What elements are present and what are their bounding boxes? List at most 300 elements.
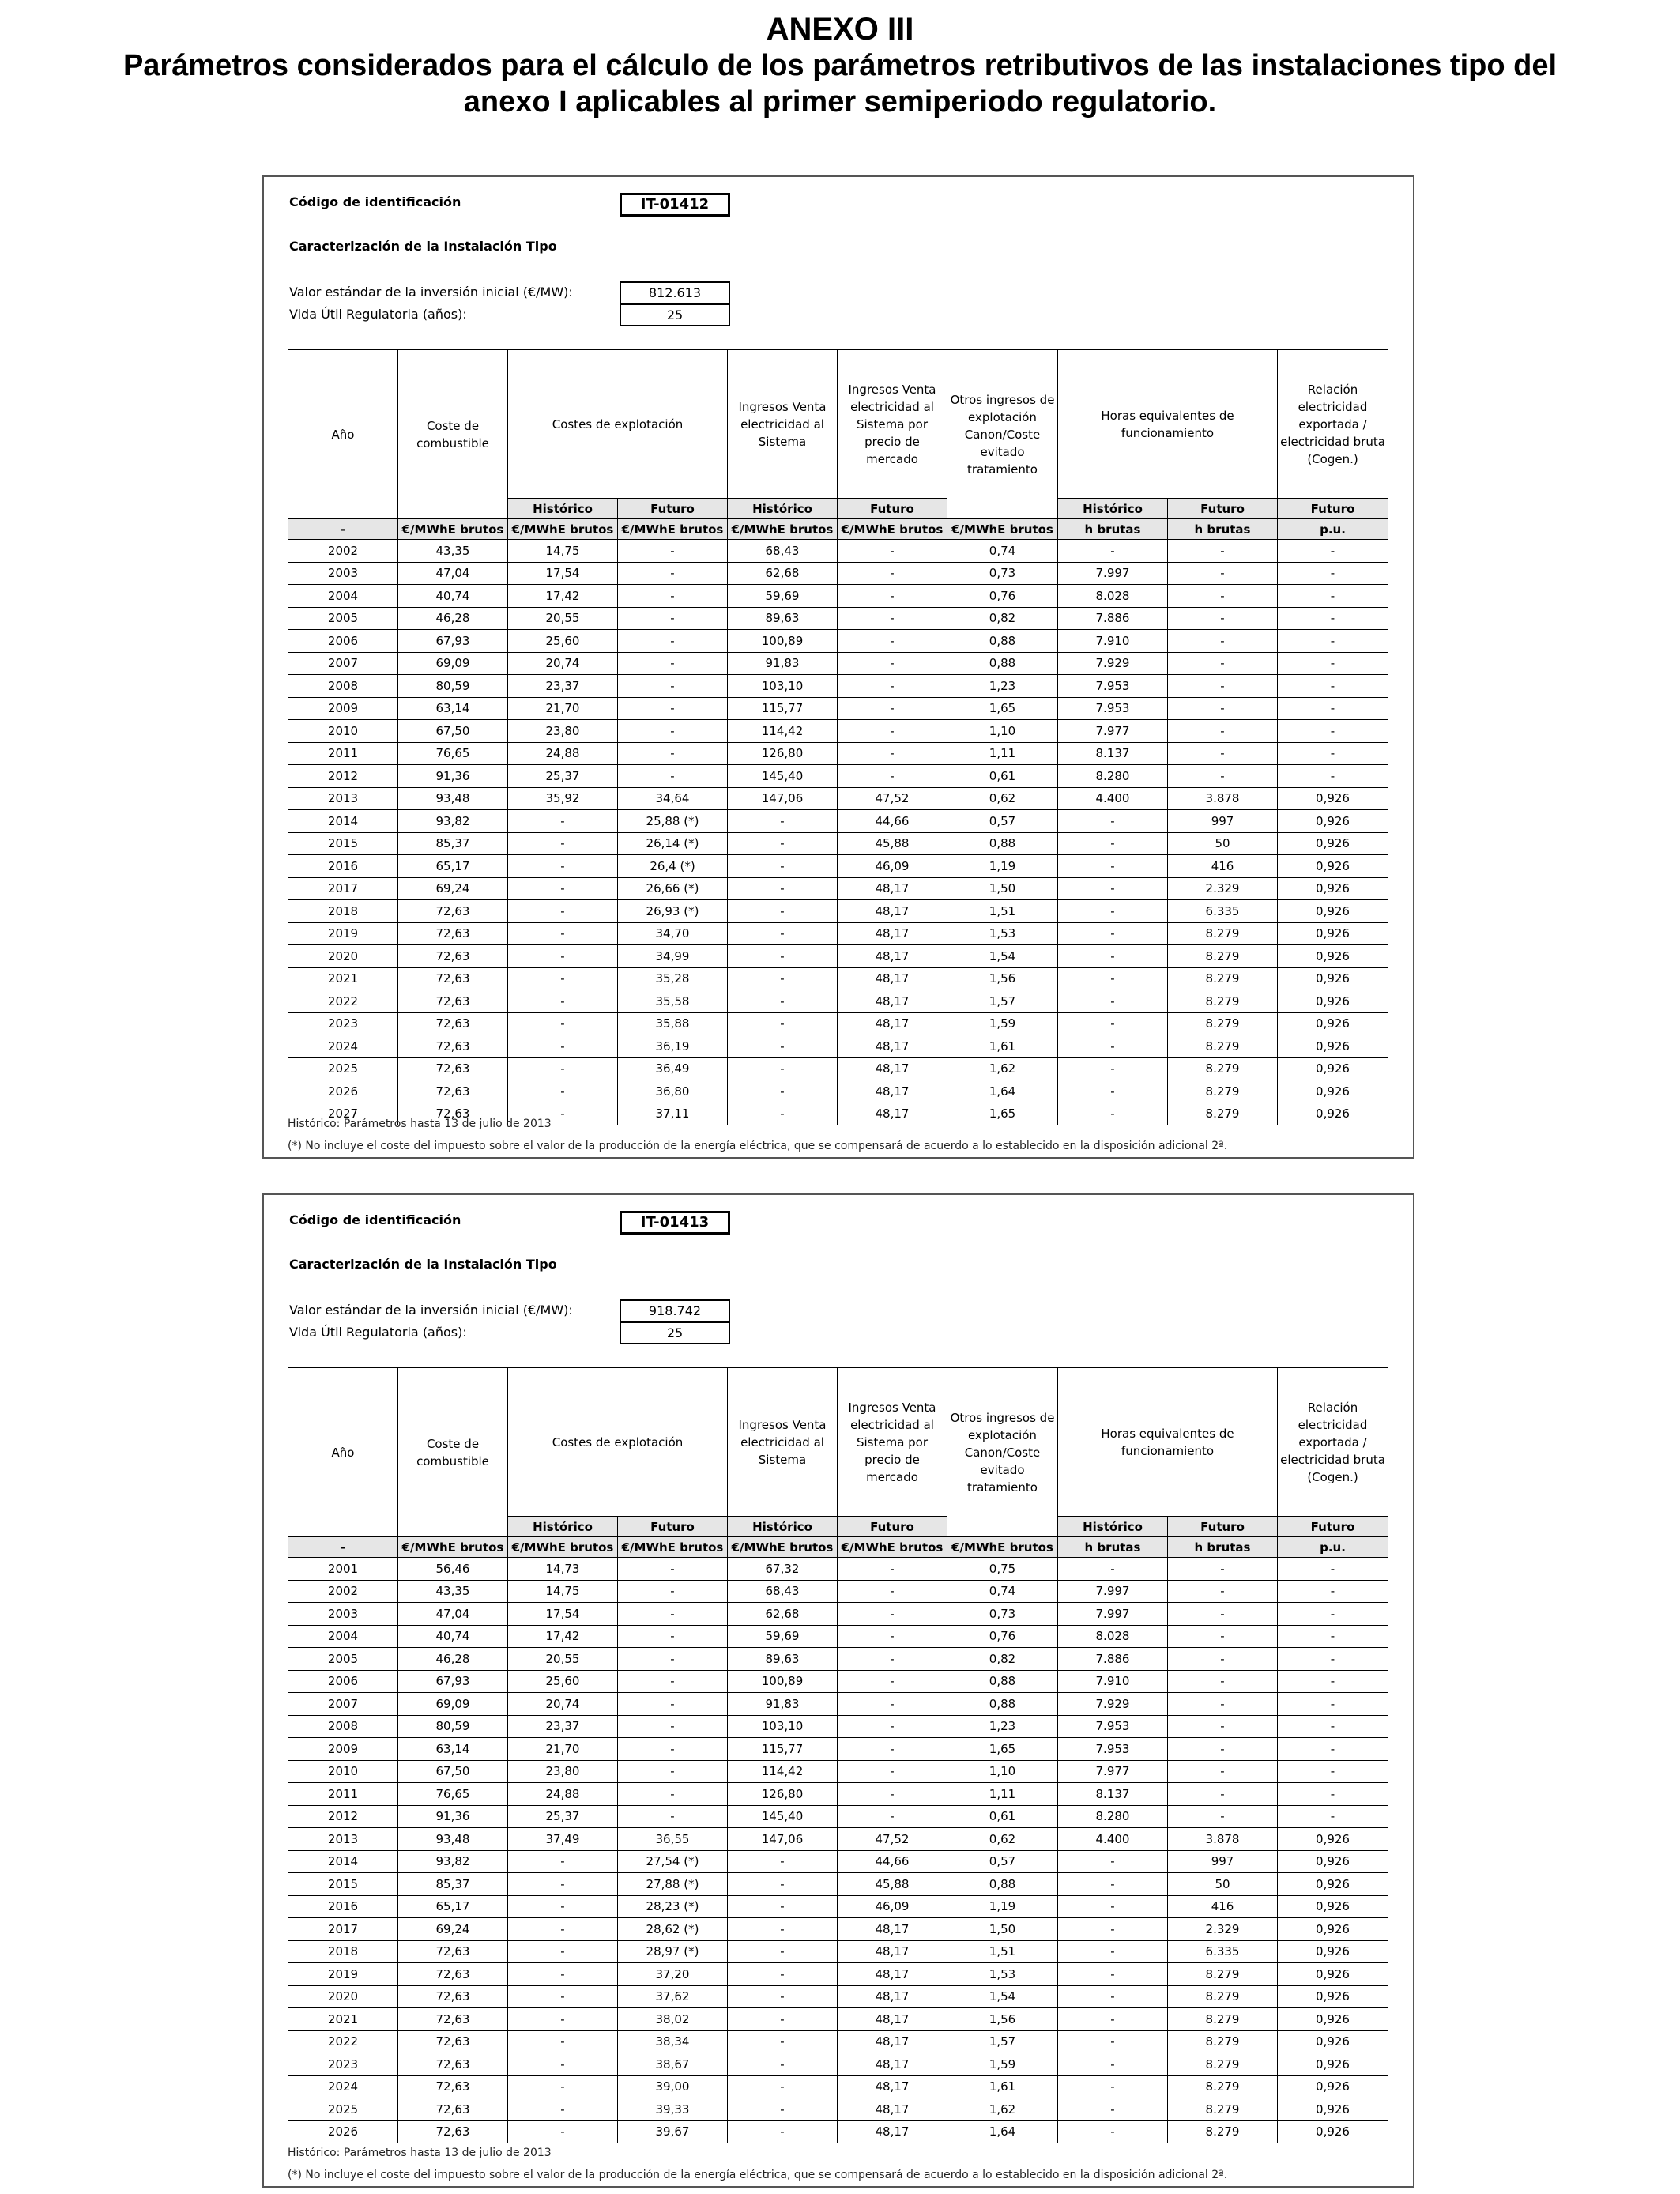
table-cell: -	[1058, 1985, 1168, 2008]
col-costes-expl-header: Costes de explotación	[508, 350, 728, 499]
document-heading	[0, 11, 1680, 120]
table-cell: 2025	[288, 1057, 398, 1080]
unit-cell: €/MWhE brutos	[398, 1537, 508, 1558]
unit-cell: €/MWhE brutos	[398, 519, 508, 540]
table-cell: 0,926	[1278, 1850, 1388, 1873]
table-row	[288, 742, 1388, 765]
unit-cell: -	[288, 519, 398, 540]
table-cell: -	[728, 900, 838, 923]
table-cell: -	[1168, 1783, 1278, 1806]
table-cell: 0,61	[947, 765, 1058, 788]
table-cell: -	[508, 855, 618, 878]
table-cell: 36,49	[618, 1057, 728, 1080]
table-cell: 93,82	[398, 1850, 508, 1873]
note-historico: Histórico: Parámetros hasta 13 de julio de 2013	[288, 2147, 552, 2159]
unit-cell: -	[288, 1537, 398, 1558]
table-cell: 27,88 (*)	[618, 1873, 728, 1896]
table-cell: -	[508, 2120, 618, 2143]
table-cell: -	[1168, 742, 1278, 765]
col-costes-expl-header: Costes de explotación	[508, 1368, 728, 1517]
table-cell: 17,42	[508, 1625, 618, 1648]
table-cell: 2002	[288, 1580, 398, 1603]
table-cell: 8.137	[1058, 1783, 1168, 1806]
table-cell: 34,70	[618, 922, 728, 945]
table-cell: 2021	[288, 967, 398, 990]
table-row	[288, 2030, 1388, 2053]
installation-panel-2	[262, 1193, 1414, 2188]
table-cell: -	[1058, 2053, 1168, 2076]
table-cell: 2011	[288, 1783, 398, 1806]
table-cell: -	[1058, 922, 1168, 945]
unit-cell: p.u.	[1278, 1537, 1388, 1558]
table-cell: 0,926	[1278, 1080, 1388, 1103]
table-cell: 0,82	[947, 607, 1058, 630]
table-cell: -	[1058, 945, 1168, 968]
table-cell: 2009	[288, 1738, 398, 1761]
table-cell: -	[728, 2098, 838, 2121]
table-cell: -	[508, 1103, 618, 1125]
table-cell: 40,74	[398, 585, 508, 608]
table-cell: 0,926	[1278, 1985, 1388, 2008]
table-cell: 72,63	[398, 2030, 508, 2053]
table-cell: -	[1168, 540, 1278, 563]
table-cell: 2021	[288, 2008, 398, 2031]
table-cell: 100,89	[728, 630, 838, 653]
table-cell: 1,61	[947, 2075, 1058, 2098]
table-cell: -	[508, 1940, 618, 1963]
table-cell: 2026	[288, 2120, 398, 2143]
table-row	[288, 1963, 1388, 1986]
table-cell: 0,926	[1278, 922, 1388, 945]
table-cell: 35,28	[618, 967, 728, 990]
table-cell: 2017	[288, 1918, 398, 1941]
table-cell: 91,36	[398, 765, 508, 788]
table-cell: 69,09	[398, 1693, 508, 1716]
table-cell: -	[618, 630, 728, 653]
table-cell: 1,53	[947, 922, 1058, 945]
table-cell: 40,74	[398, 1625, 508, 1648]
table-cell: -	[1058, 855, 1168, 878]
table-cell: -	[618, 562, 728, 585]
table-cell: 48,17	[838, 2098, 947, 2121]
table-cell: 8.279	[1168, 1012, 1278, 1035]
table-cell: 72,63	[398, 1963, 508, 1986]
table-cell: -	[618, 1603, 728, 1626]
table-cell: 2008	[288, 675, 398, 698]
table-cell: 2009	[288, 697, 398, 720]
table-cell: -	[508, 1873, 618, 1896]
table-cell: 69,24	[398, 1918, 508, 1941]
table-cell: 28,23 (*)	[618, 1895, 728, 1918]
table-cell: -	[1058, 2030, 1168, 2053]
table-cell: 39,00	[618, 2075, 728, 2098]
table-cell: -	[1278, 1670, 1388, 1693]
table-cell: 0,926	[1278, 1940, 1388, 1963]
table-cell: 72,63	[398, 2008, 508, 2031]
table-cell: -	[1058, 2120, 1168, 2143]
installation-panel-1	[262, 175, 1414, 1159]
table-cell: 23,80	[508, 720, 618, 743]
table-cell: 2011	[288, 742, 398, 765]
table-cell: 0,57	[947, 810, 1058, 833]
table-cell: 72,63	[398, 2053, 508, 2076]
table-cell: 25,88 (*)	[618, 810, 728, 833]
table-cell: 67,32	[728, 1558, 838, 1581]
table-cell: 20,55	[508, 1648, 618, 1671]
table-cell: 1,62	[947, 1057, 1058, 1080]
table-cell: -	[1058, 2098, 1168, 2121]
table-cell: 45,88	[838, 832, 947, 855]
table-cell: 8.279	[1168, 967, 1278, 990]
inversion-label: Valor estándar de la inversión inicial (€/MW):	[289, 285, 573, 300]
table-row	[288, 1738, 1388, 1761]
table-cell: -	[838, 585, 947, 608]
table-cell: 34,64	[618, 787, 728, 810]
table-cell: 28,62 (*)	[618, 1918, 728, 1941]
table-cell: -	[1278, 1738, 1388, 1761]
table-cell: 37,62	[618, 1985, 728, 2008]
table-row	[288, 1828, 1388, 1851]
annex-subtitle: Parámetros considerados para el cálculo de los parámetros retributivos de las instalaciones tipo del anexo I aplicables al primer semiperiodo regulatorio.	[122, 49, 1558, 119]
table-cell: 65,17	[398, 855, 508, 878]
table-cell: 6.335	[1168, 1940, 1278, 1963]
table-cell: -	[508, 810, 618, 833]
table-cell: 0,74	[947, 540, 1058, 563]
annex-title: ANEXO III	[766, 12, 914, 47]
sub-futuro: Futuro	[838, 499, 947, 519]
table-cell: 72,63	[398, 2075, 508, 2098]
table-cell: 17,54	[508, 1603, 618, 1626]
unit-cell: €/MWhE brutos	[838, 1537, 947, 1558]
table-row	[288, 1035, 1388, 1058]
caracterizacion-label: Caracterización de la Instalación Tipo	[289, 239, 557, 254]
table-cell: -	[1278, 607, 1388, 630]
table-cell: -	[1278, 630, 1388, 653]
table-row	[288, 922, 1388, 945]
table-cell: 28,97 (*)	[618, 1940, 728, 1963]
vida-value: 25	[620, 303, 730, 326]
table-cell: -	[838, 675, 947, 698]
table-cell: 91,83	[728, 1693, 838, 1716]
table-row	[288, 1760, 1388, 1783]
table-cell: 0,926	[1278, 877, 1388, 900]
table-cell: 0,88	[947, 1693, 1058, 1716]
table-cell: -	[1058, 1012, 1168, 1035]
table-cell: -	[1278, 1625, 1388, 1648]
table-cell: -	[838, 1603, 947, 1626]
sub-futuro: Futuro	[1168, 1517, 1278, 1537]
table-cell: 8.279	[1168, 1103, 1278, 1125]
unit-cell: p.u.	[1278, 519, 1388, 540]
table-cell: 62,68	[728, 562, 838, 585]
table-cell: 2005	[288, 607, 398, 630]
sub-historico: Histórico	[1058, 499, 1168, 519]
table-cell: -	[1168, 697, 1278, 720]
table-cell: 67,50	[398, 720, 508, 743]
note-impuesto: (*) No incluye el coste del impuesto sobre el valor de la producción de la energía eléctrica, que se compensará de acuerdo a lo establecido en la disposición adicional 2ª.	[288, 2169, 1228, 2181]
table-cell: 24,88	[508, 1783, 618, 1806]
table-cell: -	[728, 2120, 838, 2143]
table-row	[288, 1918, 1388, 1941]
table-cell: 7.929	[1058, 652, 1168, 675]
table-cell: 0,57	[947, 1850, 1058, 1873]
table-cell: -	[508, 922, 618, 945]
table-cell: 1,54	[947, 1985, 1058, 2008]
table-cell: -	[838, 607, 947, 630]
table-cell: 0,926	[1278, 2008, 1388, 2031]
table-cell: 72,63	[398, 1035, 508, 1058]
table-cell: 39,33	[618, 2098, 728, 2121]
table-cell: 89,63	[728, 1648, 838, 1671]
table-cell: 115,77	[728, 1738, 838, 1761]
table-cell: 48,17	[838, 1057, 947, 1080]
table-cell: -	[618, 1738, 728, 1761]
table-cell: -	[1168, 630, 1278, 653]
table-cell: 8.279	[1168, 945, 1278, 968]
unit-cell: h brutas	[1168, 519, 1278, 540]
table-cell: 0,82	[947, 1648, 1058, 1671]
table-cell: 0,926	[1278, 810, 1388, 833]
table-body-2	[288, 1558, 1388, 2143]
table-cell: -	[1168, 585, 1278, 608]
table-cell: 0,926	[1278, 2098, 1388, 2121]
table-cell: -	[1058, 1103, 1168, 1125]
table-cell: -	[1278, 1693, 1388, 1716]
table-cell: 1,10	[947, 1760, 1058, 1783]
table-cell: -	[838, 1648, 947, 1671]
table-cell: -	[838, 765, 947, 788]
table-cell: 997	[1168, 810, 1278, 833]
table-row	[288, 2120, 1388, 2143]
table-cell: 50	[1168, 832, 1278, 855]
table-cell: 2017	[288, 877, 398, 900]
table-cell: 0,88	[947, 1873, 1058, 1896]
table-cell: 8.279	[1168, 2098, 1278, 2121]
table-cell: -	[838, 630, 947, 653]
table-cell: 48,17	[838, 1035, 947, 1058]
table-cell: 23,80	[508, 1760, 618, 1783]
table-cell: -	[1278, 1603, 1388, 1626]
table-cell: 27,54 (*)	[618, 1850, 728, 1873]
table-cell: -	[1168, 652, 1278, 675]
table-cell: 0,88	[947, 1670, 1058, 1693]
unit-cell: €/MWhE brutos	[618, 519, 728, 540]
table-row	[288, 832, 1388, 855]
sub-futuro: Futuro	[1168, 499, 1278, 519]
table-cell: 26,66 (*)	[618, 877, 728, 900]
table-cell: -	[618, 1715, 728, 1738]
table-cell: 2018	[288, 1940, 398, 1963]
table-cell: 147,06	[728, 787, 838, 810]
table-cell: 25,60	[508, 630, 618, 653]
table-cell: 8.279	[1168, 2053, 1278, 2076]
table-cell: -	[618, 1625, 728, 1648]
table-cell: 44,66	[838, 1850, 947, 1873]
table-cell: 0,62	[947, 787, 1058, 810]
caracterizacion-label: Caracterización de la Instalación Tipo	[289, 1257, 557, 1272]
table-cell: 100,89	[728, 1670, 838, 1693]
table-row	[288, 765, 1388, 788]
table-cell: -	[508, 1080, 618, 1103]
table-cell: 62,68	[728, 1603, 838, 1626]
table-cell: -	[1168, 675, 1278, 698]
table-cell: 72,63	[398, 1080, 508, 1103]
table-cell: 1,11	[947, 1783, 1058, 1806]
table-cell: 7.953	[1058, 1715, 1168, 1738]
table-cell: -	[1278, 1715, 1388, 1738]
table-cell: -	[728, 2075, 838, 2098]
table-cell: 1,59	[947, 2053, 1058, 2076]
table-cell: 2.329	[1168, 877, 1278, 900]
table-row	[288, 1693, 1388, 1716]
table-cell: 2016	[288, 855, 398, 878]
table-cell: -	[618, 1783, 728, 1806]
table-cell: -	[728, 2053, 838, 2076]
table-cell: 2013	[288, 1828, 398, 1851]
table-cell: 72,63	[398, 922, 508, 945]
sub-historico: Histórico	[728, 1517, 838, 1537]
table-cell: 0,926	[1278, 1103, 1388, 1125]
table-cell: -	[508, 2053, 618, 2076]
table-cell: 145,40	[728, 765, 838, 788]
table-cell: 2005	[288, 1648, 398, 1671]
table-cell: -	[618, 1580, 728, 1603]
table-cell: 1,51	[947, 900, 1058, 923]
sub-historico: Histórico	[728, 499, 838, 519]
table-cell: 2025	[288, 2098, 398, 2121]
table-cell: -	[1058, 540, 1168, 563]
table-cell: 36,80	[618, 1080, 728, 1103]
table-row	[288, 1670, 1388, 1693]
unit-cell: €/MWhE brutos	[508, 1537, 618, 1558]
table-cell: 26,4 (*)	[618, 855, 728, 878]
table-cell: 76,65	[398, 742, 508, 765]
table-cell: -	[1058, 1080, 1168, 1103]
table-cell: 8.028	[1058, 585, 1168, 608]
table-cell: 48,17	[838, 2075, 947, 2098]
table-cell: 0,926	[1278, 1057, 1388, 1080]
table-cell: 8.279	[1168, 990, 1278, 1013]
table-cell: 0,926	[1278, 2030, 1388, 2053]
codigo-label: Código de identificación	[289, 194, 461, 209]
table-cell: 38,67	[618, 2053, 728, 2076]
table-cell: 26,14 (*)	[618, 832, 728, 855]
table-row	[288, 855, 1388, 878]
table-cell: 2003	[288, 1603, 398, 1626]
table-cell: -	[508, 2098, 618, 2121]
table-row	[288, 900, 1388, 923]
table-cell: 25,60	[508, 1670, 618, 1693]
table-cell: 43,35	[398, 1580, 508, 1603]
sub-futuro: Futuro	[838, 1517, 947, 1537]
table-cell: -	[728, 922, 838, 945]
table-cell: 25,37	[508, 765, 618, 788]
table-cell: 2006	[288, 630, 398, 653]
unit-cell: €/MWhE brutos	[947, 1537, 1058, 1558]
table-cell: -	[1168, 1580, 1278, 1603]
table-cell: 0,926	[1278, 967, 1388, 990]
sub-historico: Histórico	[508, 1517, 618, 1537]
table-cell: -	[1168, 1648, 1278, 1671]
table-cell: 59,69	[728, 1625, 838, 1648]
table-cell: -	[618, 585, 728, 608]
table-cell: 0,926	[1278, 2053, 1388, 2076]
table-cell: 2.329	[1168, 1918, 1278, 1941]
table-cell: -	[838, 1805, 947, 1828]
table-cell: -	[508, 2008, 618, 2031]
table-row	[288, 607, 1388, 630]
table-cell: 0,61	[947, 1805, 1058, 1828]
table-cell: -	[1168, 562, 1278, 585]
table-cell: 7.886	[1058, 607, 1168, 630]
unit-cell: €/MWhE brutos	[838, 519, 947, 540]
col-coste-header: Coste de combustible	[398, 1368, 508, 1537]
table-cell: -	[618, 652, 728, 675]
table-cell: -	[728, 1850, 838, 1873]
table-cell: 85,37	[398, 832, 508, 855]
table-cell: 17,42	[508, 585, 618, 608]
table-cell: -	[1058, 877, 1168, 900]
table-cell: 48,17	[838, 990, 947, 1013]
table-cell: 47,04	[398, 1603, 508, 1626]
col-ingresos-hist-header: Ingresos Venta electricidad al Sistema	[728, 350, 838, 499]
table-cell: 2015	[288, 832, 398, 855]
table-cell: 46,28	[398, 607, 508, 630]
table-cell: -	[838, 1580, 947, 1603]
table-cell: -	[728, 855, 838, 878]
table-cell: 38,34	[618, 2030, 728, 2053]
col-ingresos-hist-header: Ingresos Venta electricidad al Sistema	[728, 1368, 838, 1517]
table-cell: 35,88	[618, 1012, 728, 1035]
table-cell: -	[1058, 1940, 1168, 1963]
table-cell: 72,63	[398, 1057, 508, 1080]
inversion-value: 812.613	[620, 281, 730, 304]
table-cell: -	[618, 1760, 728, 1783]
table-cell: -	[1168, 1738, 1278, 1761]
table-cell: 7.953	[1058, 697, 1168, 720]
table-row	[288, 2098, 1388, 2121]
table-cell: 0,926	[1278, 1918, 1388, 1941]
table-cell: -	[1168, 1693, 1278, 1716]
col-ingresos-fut-header: Ingresos Venta electricidad al Sistema por precio de mercado	[838, 1368, 947, 1517]
table-cell: -	[838, 720, 947, 743]
table-row	[288, 787, 1388, 810]
table-cell: -	[838, 1625, 947, 1648]
table-cell: 38,02	[618, 2008, 728, 2031]
parameters-table-2	[288, 1367, 1388, 2143]
table-cell: 3.878	[1168, 1828, 1278, 1851]
table-cell: -	[728, 877, 838, 900]
table-cell: 21,70	[508, 1738, 618, 1761]
table-cell: -	[838, 540, 947, 563]
unit-cell: €/MWhE brutos	[508, 519, 618, 540]
table-cell: 39,67	[618, 2120, 728, 2143]
table-cell: 8.279	[1168, 1080, 1278, 1103]
table-cell: 2026	[288, 1080, 398, 1103]
table-cell: -	[618, 540, 728, 563]
table-row	[288, 1805, 1388, 1828]
sub-historico: Histórico	[1058, 1517, 1168, 1537]
table-cell: 2014	[288, 810, 398, 833]
table-cell: -	[508, 1963, 618, 1986]
table-cell: 8.028	[1058, 1625, 1168, 1648]
table-cell: -	[1278, 1783, 1388, 1806]
table-cell: 0,88	[947, 832, 1058, 855]
table-row	[288, 1873, 1388, 1896]
table-cell: 1,57	[947, 990, 1058, 1013]
table-cell: 63,14	[398, 1738, 508, 1761]
table-cell: -	[838, 1760, 947, 1783]
